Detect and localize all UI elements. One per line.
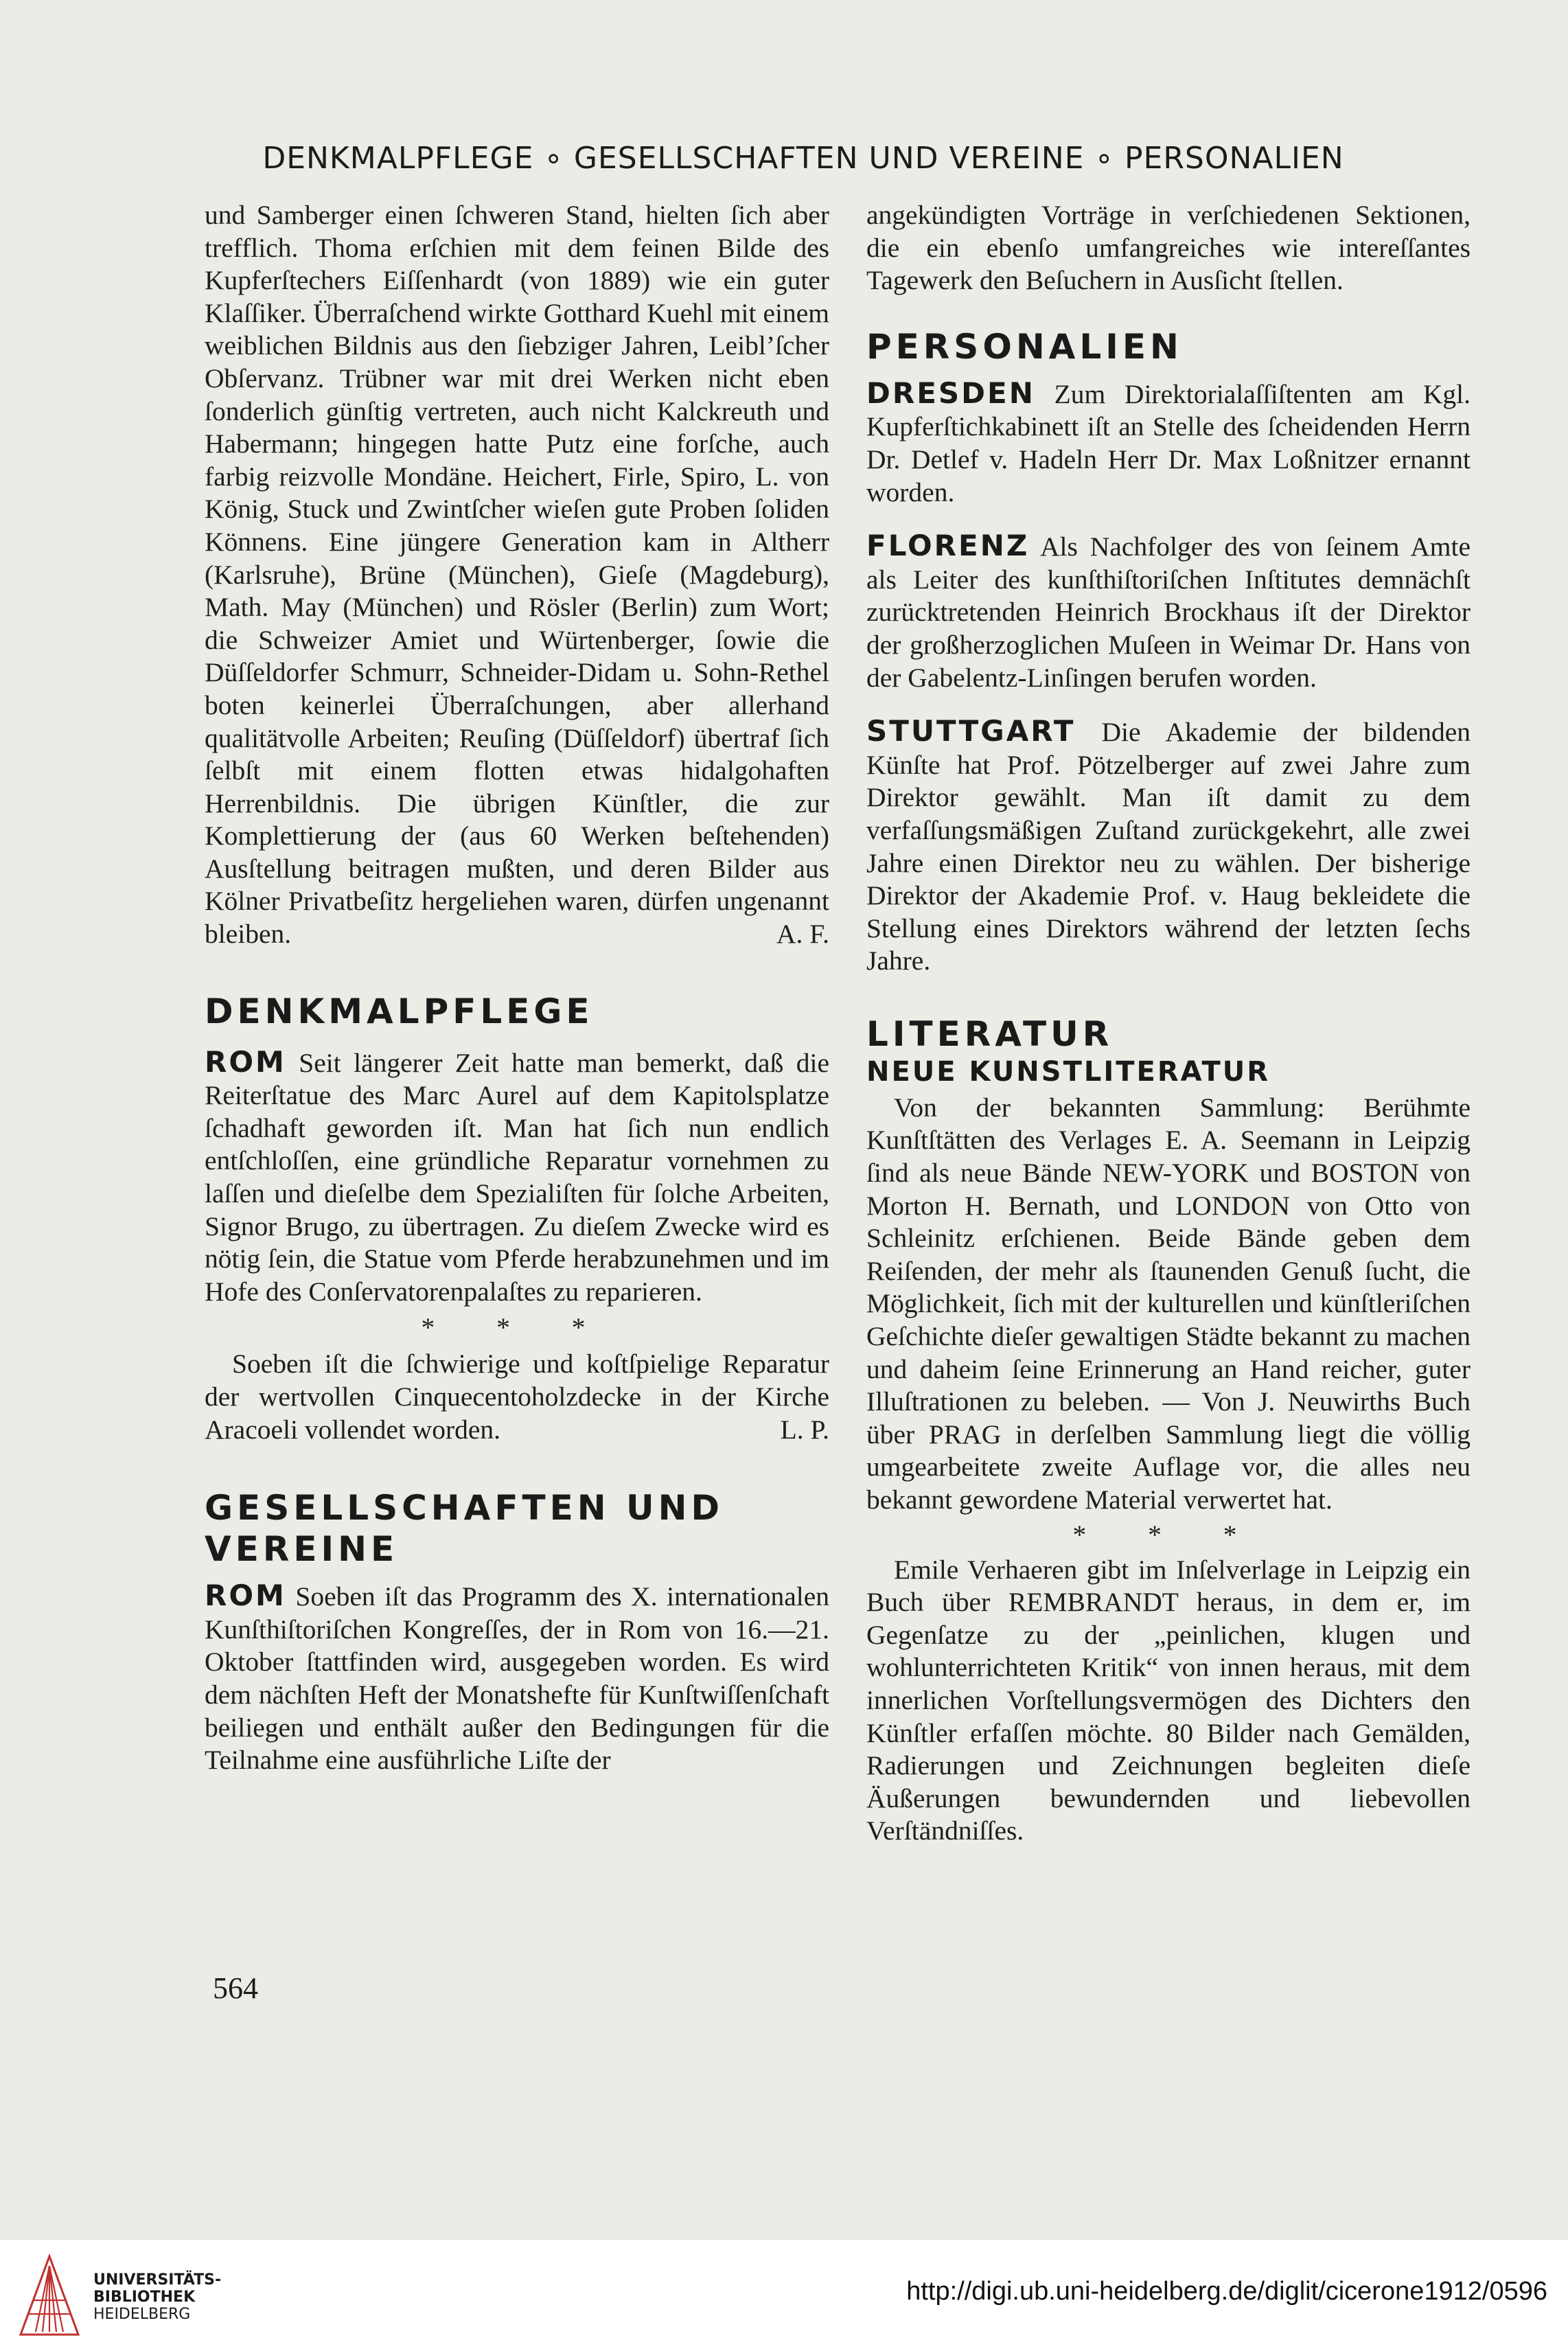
city-label-rom-2: ROM [205,1579,286,1613]
permalink-url[interactable]: http://digi.ub.uni-heidelberg.de/diglit/cicerone1912/0596 [906,2277,1547,2306]
library-name-line-3: HEIDELBERG [93,2306,191,2323]
library-name-line-1: UNIVERSITÄTS- [93,2271,222,2289]
gesellschaften-text: Soeben iſt das Programm des X. internationalen Kunſthiſtoriſchen Kongreſſes, der in Rom von 16.—21. Oktober ſtattfinden wird, ausgegeben worden. Es wird dem nächſten Heft der Monatshefte für Kunſtwiſſenſchaft beiliegen und enthält außer den Bedingungen für die Teilnahme eine ausführliche Liſte der [205,1581,829,1776]
intro-signature: A. F. [776,919,829,950]
intro-text: und Samberger einen ſchweren Stand, hielten ſich aber trefflich. Thoma erſchien mit dem feinen Bilde des Kupferſtechers Eiſſenhardt (von 1889) wie ein guter Klaſſiker. Überraſchend wirkte Gotthard Kuehl mit einem weiblichen Bildnis aus den ſiebziger Jahren, Leibl’ſcher Obſervanz. Trübner war mit drei Werken nicht eben ſonderlich günſtig vertreten, auch nicht Kalckreuth und Habermann; hingegen hatte Putz eine forſche, auch farbig reizvolle Mondäne. Heichert, Firle, Spiro, L. von König, Stuck und Zwintſcher wieſen gute Proben ſoliden Könnens. Eine jüngere Generation kam in Altherr (Karlsruhe), Brüne (München), Gieſe (Magdeburg), Math. May (München) und Rösler (Berlin) zum Wort; die Schweizer Amiet und Würtenberger, ſowie die Düſſeldorfer Schmurr, Schneider-Didam u. Sohn-Rethel boten keinerlei Überraſchungen, aber allerhand qualitätvolle Arbeiten; Reuſing (Düſſeldorf) übertraf ſich ſelbſt mit einem flotten etwas hidalgohaften Herrenbildnis. Die übrigen Künſtler, die zur Komplettierung der (aus 60 Werken beſtehenden) Ausſtellung beitragen mußten, und deren Bilder aus Kölner Privatbeſitz hergeliehen waren, dürfen ungenannt bleiben. [205,200,829,950]
denkmalpflege-text: Seit längerer Zeit hatte man bemerkt, daß die Reiterſtatue des Marc Aurel auf dem Kapitolsplatze ſchadhaft geworden iſt. Man hat ſich nun endlich entſchloſſen, eine gründliche Reparatur vornehmen zu laſſen und dieſelbe dem Spezialiſten für ſolche Arbeiten, Signor Brugo, zu übertragen. Zu dieſem Zwecke wird es nötig ſein, die Statue vom Pferde herabzunehmen und im Hofe des Conſervatorenpalaſtes zu reparieren. [205,1047,829,1307]
florenz-paragraph [866,529,1471,694]
florenz-text: Als Nachfolger des von ſeinem Amte als Leiter des kunſthiſtoriſchen Inſtitutes demnächſt zurücktretenden Heinrich Brockhaus iſt der Direktor der großherzoglichen Muſeen in Weimar Dr. Hans von der Gabelentz-Linſingen berufen worden. [866,531,1471,693]
intro-paragraph [205,199,829,951]
city-label-dresden: DRESDEN [866,376,1035,410]
stuttgart-paragraph [866,715,1471,978]
literatur-paragraph-1: Von der bekannten Sammlung: Berühmte Kunſtſtätten des Verlages E. A. Seemann in Leipzig ſind als neue Bände NEW-YORK und BOSTON von Morton H. Bernath, und LONDON von Otto von Schleinitz erſchienen. Beide Bände geben dem Reiſenden, der mehr als ſtaunenden Genuß ſucht, die Möglichkeit, ſich mit der kulturellen und künſtleriſchen Geſchichte dieſer gewaltigen Städte bekannt zu machen und daheim ſeine Erinnerung an Hand reicher, guter Illuſtrationen zu beleben. — Von J. Neuwirths Buch über PRAG in derſelben Sammlung liegt die völlig umgearbeitete zweite Auflage vor, die alles neu bekannt gewordene Material verwertet hat. [866,1092,1471,1515]
section-heading-gesellschaften: GESELLSCHAFTEN UND VEREINE [205,1488,724,1570]
section-heading-literatur: LITERATUR [866,1013,1114,1054]
section-separator: * * * [421,1312,613,1343]
page-number: 564 [213,1971,258,2005]
subheading-kunstliteratur: NEUE KUNSTLITERATUR [866,1055,1271,1088]
running-head: DENKMALPFLEGE ∘ GESELLSCHAFTEN UND VEREINE ∘ PERSONALIEN [262,141,1344,176]
right-column [866,199,1471,1848]
section-heading-denkmalpflege: DENKMALPFLEGE [205,991,594,1031]
dresden-paragraph [866,377,1471,509]
footer-bar [0,2240,1568,2349]
city-label-rom: ROM [205,1044,286,1079]
denkmalpflege-text-2: Soeben iſt die ſchwierige und koſtſpielige Reparatur der wertvollen Cinquecentoholzdecke in der Kirche Aracoeli vollendet worden. [205,1349,829,1445]
library-name-line-2: BIBLIOTHEK [93,2289,196,2306]
stuttgart-text: Die Akademie der bildenden Künſte hat Prof. Pötzelberger auf zwei Jahre zum Direktor gewählt. Man iſt damit zu dem verfaſſungsmäßigen Zuſtand zurückgekehrt, alle zwei Jahre einen Direktor neu zu wählen. Der bisherige Direktor der Akademie Prof. v. Haug bekleidete die Stellung eines Direktors während der letzten ſechs Jahre. [866,717,1471,976]
denkmalpflege-signature: L. P. [780,1414,829,1445]
section-heading-personalien: PERSONALIEN [866,326,1183,367]
city-label-florenz: FLORENZ [866,529,1030,563]
library-name [93,2271,221,2323]
denkmalpflege-paragraph-2 [205,1348,829,1446]
continuation-paragraph: angekündigten Vorträge in verſchiedenen Sektionen, die ein ebenſo umfangreiches wie intereſſantes Tagewerk den Beſuchern in Ausſicht ſtellen. [866,200,1471,296]
literatur-paragraph-2: Emile Verhaeren gibt im Inſelverlage in Leipzig ein Buch über REMBRANDT heraus, in dem er, im Gegenſatze zu der „peinlichen, klugen und wohlunterrichteten Kritik“ von innen heraus, mit dem innerlichen Vorſtellungsvermögen des Dichters den Künſtler erfaſſen möchte. 80 Bilder nach Gemälden, Radierungen und Zeichnungen begleiten dieſe Äußerungen bewundernden und liebevollen Verſtändniſſes. [866,1554,1471,1846]
denkmalpflege-paragraph [205,1046,829,1309]
gesellschaften-paragraph [205,1579,829,1777]
city-label-stuttgart: STUTTGART [866,714,1076,748]
left-column [205,199,829,1777]
section-separator-2: * * * [1072,1519,1265,1550]
library-logo-icon [15,2252,84,2336]
dresden-text: Zum Direktorialaſſiſtenten am Kgl. Kupferſtichkabinett iſt an Stelle des ſcheidenden Herrn Dr. Detlef v. Hadeln Herr Dr. Max Loßnitzer ernannt worden. [866,378,1471,507]
